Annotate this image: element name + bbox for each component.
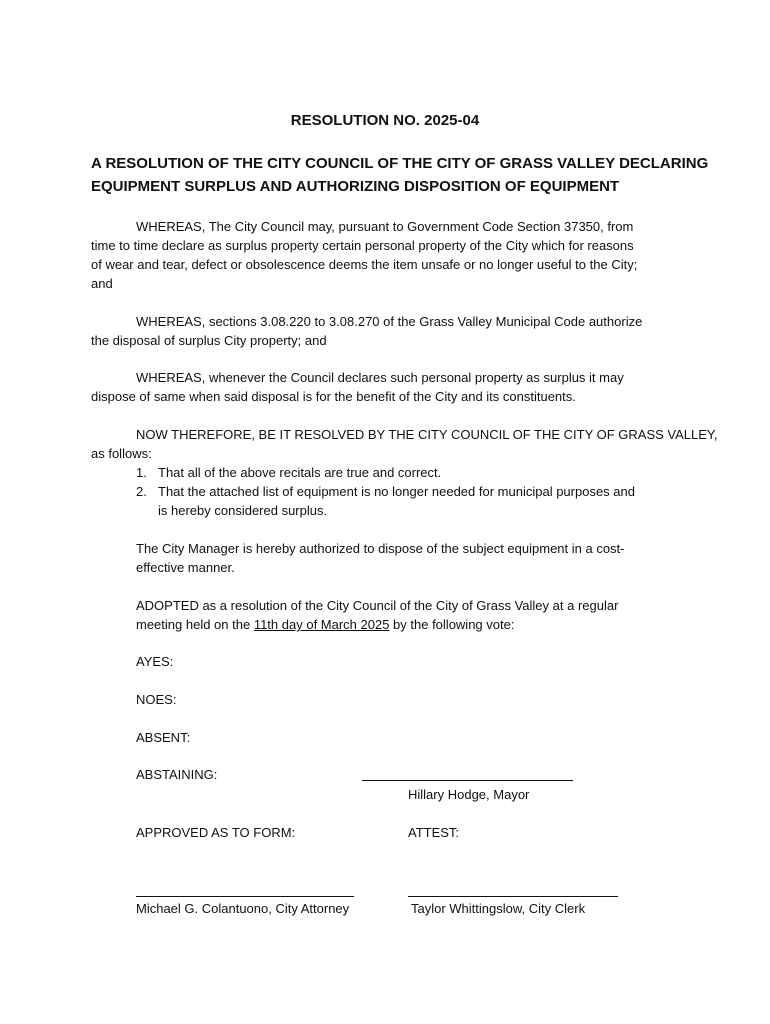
mayor-signature-name: Hillary Hodge, Mayor [408,787,530,802]
paragraph-line: The City Manager is hereby authorized to dispose of the subject equipment in a cost- [136,541,625,556]
list-item-text: That all of the above recitals are true and correct. [158,465,442,480]
paragraph-line [136,615,514,634]
abstaining-label: ABSTAINING: [136,767,218,782]
paragraph-line: NOW THEREFORE, BE IT RESOLVED BY THE CITY COUNCIL OF THE CITY OF GRASS VALLEY, [136,427,718,442]
list-item-text: is hereby considered surplus. [158,503,328,518]
paragraph-line: as follows: [91,446,152,461]
paragraph-line: effective manner. [136,560,235,575]
adopted-date: 11th day of March 2025 [253,617,390,632]
ayes-label: AYES: [136,654,174,669]
resolution-heading-line-2: EQUIPMENT SURPLUS AND AUTHORIZING DISPOSITION OF EQUIPMENT [91,178,620,195]
noes-label: NOES: [136,692,177,707]
adopted-text-pre: meeting held on the [136,617,254,632]
mayor-signature-line [362,780,573,781]
attorney-signature-name: Michael G. Colantuono, City Attorney [136,901,350,916]
paragraph-line: dispose of same when said disposal is for the benefit of the City and its constituents. [91,389,576,404]
paragraph-line: WHEREAS, whenever the Council declares such personal property as surplus it may [136,370,624,385]
paragraph-line: time to time declare as surplus property certain personal property of the City which for reasons [91,238,634,253]
clerk-signature-line [408,896,618,897]
resolution-heading-line-1: A RESOLUTION OF THE CITY COUNCIL OF THE CITY OF GRASS VALLEY DECLARING [91,155,709,172]
paragraph-line: WHEREAS, The City Council may, pursuant to Government Code Section 37350, from [136,219,634,234]
paragraph-line: of wear and tear, defect or obsolescence deems the item unsafe or no longer useful to the City; [91,257,638,272]
absent-label: ABSENT: [136,730,191,745]
paragraph-line: WHEREAS, sections 3.08.220 to 3.08.270 of the Grass Valley Municipal Code authorize [136,314,643,329]
attorney-signature-line [136,896,354,897]
list-item-number: 1. [136,465,147,480]
resolution-title: RESOLUTION NO. 2025-04 [290,112,480,129]
adopted-text-post: by the following vote: [389,617,515,632]
list-item-number: 2. [136,484,147,499]
list-item-text: That the attached list of equipment is no longer needed for municipal purposes and [158,484,635,499]
clerk-signature-name: Taylor Whittingslow, City Clerk [411,901,586,916]
approved-as-to-form-label: APPROVED AS TO FORM: [136,825,296,840]
paragraph-line: and [91,276,113,291]
paragraph-line: the disposal of surplus City property; and [91,333,327,348]
attest-label: ATTEST: [408,825,460,840]
paragraph-line: ADOPTED as a resolution of the City Council of the City of Grass Valley at a regular [136,598,619,613]
